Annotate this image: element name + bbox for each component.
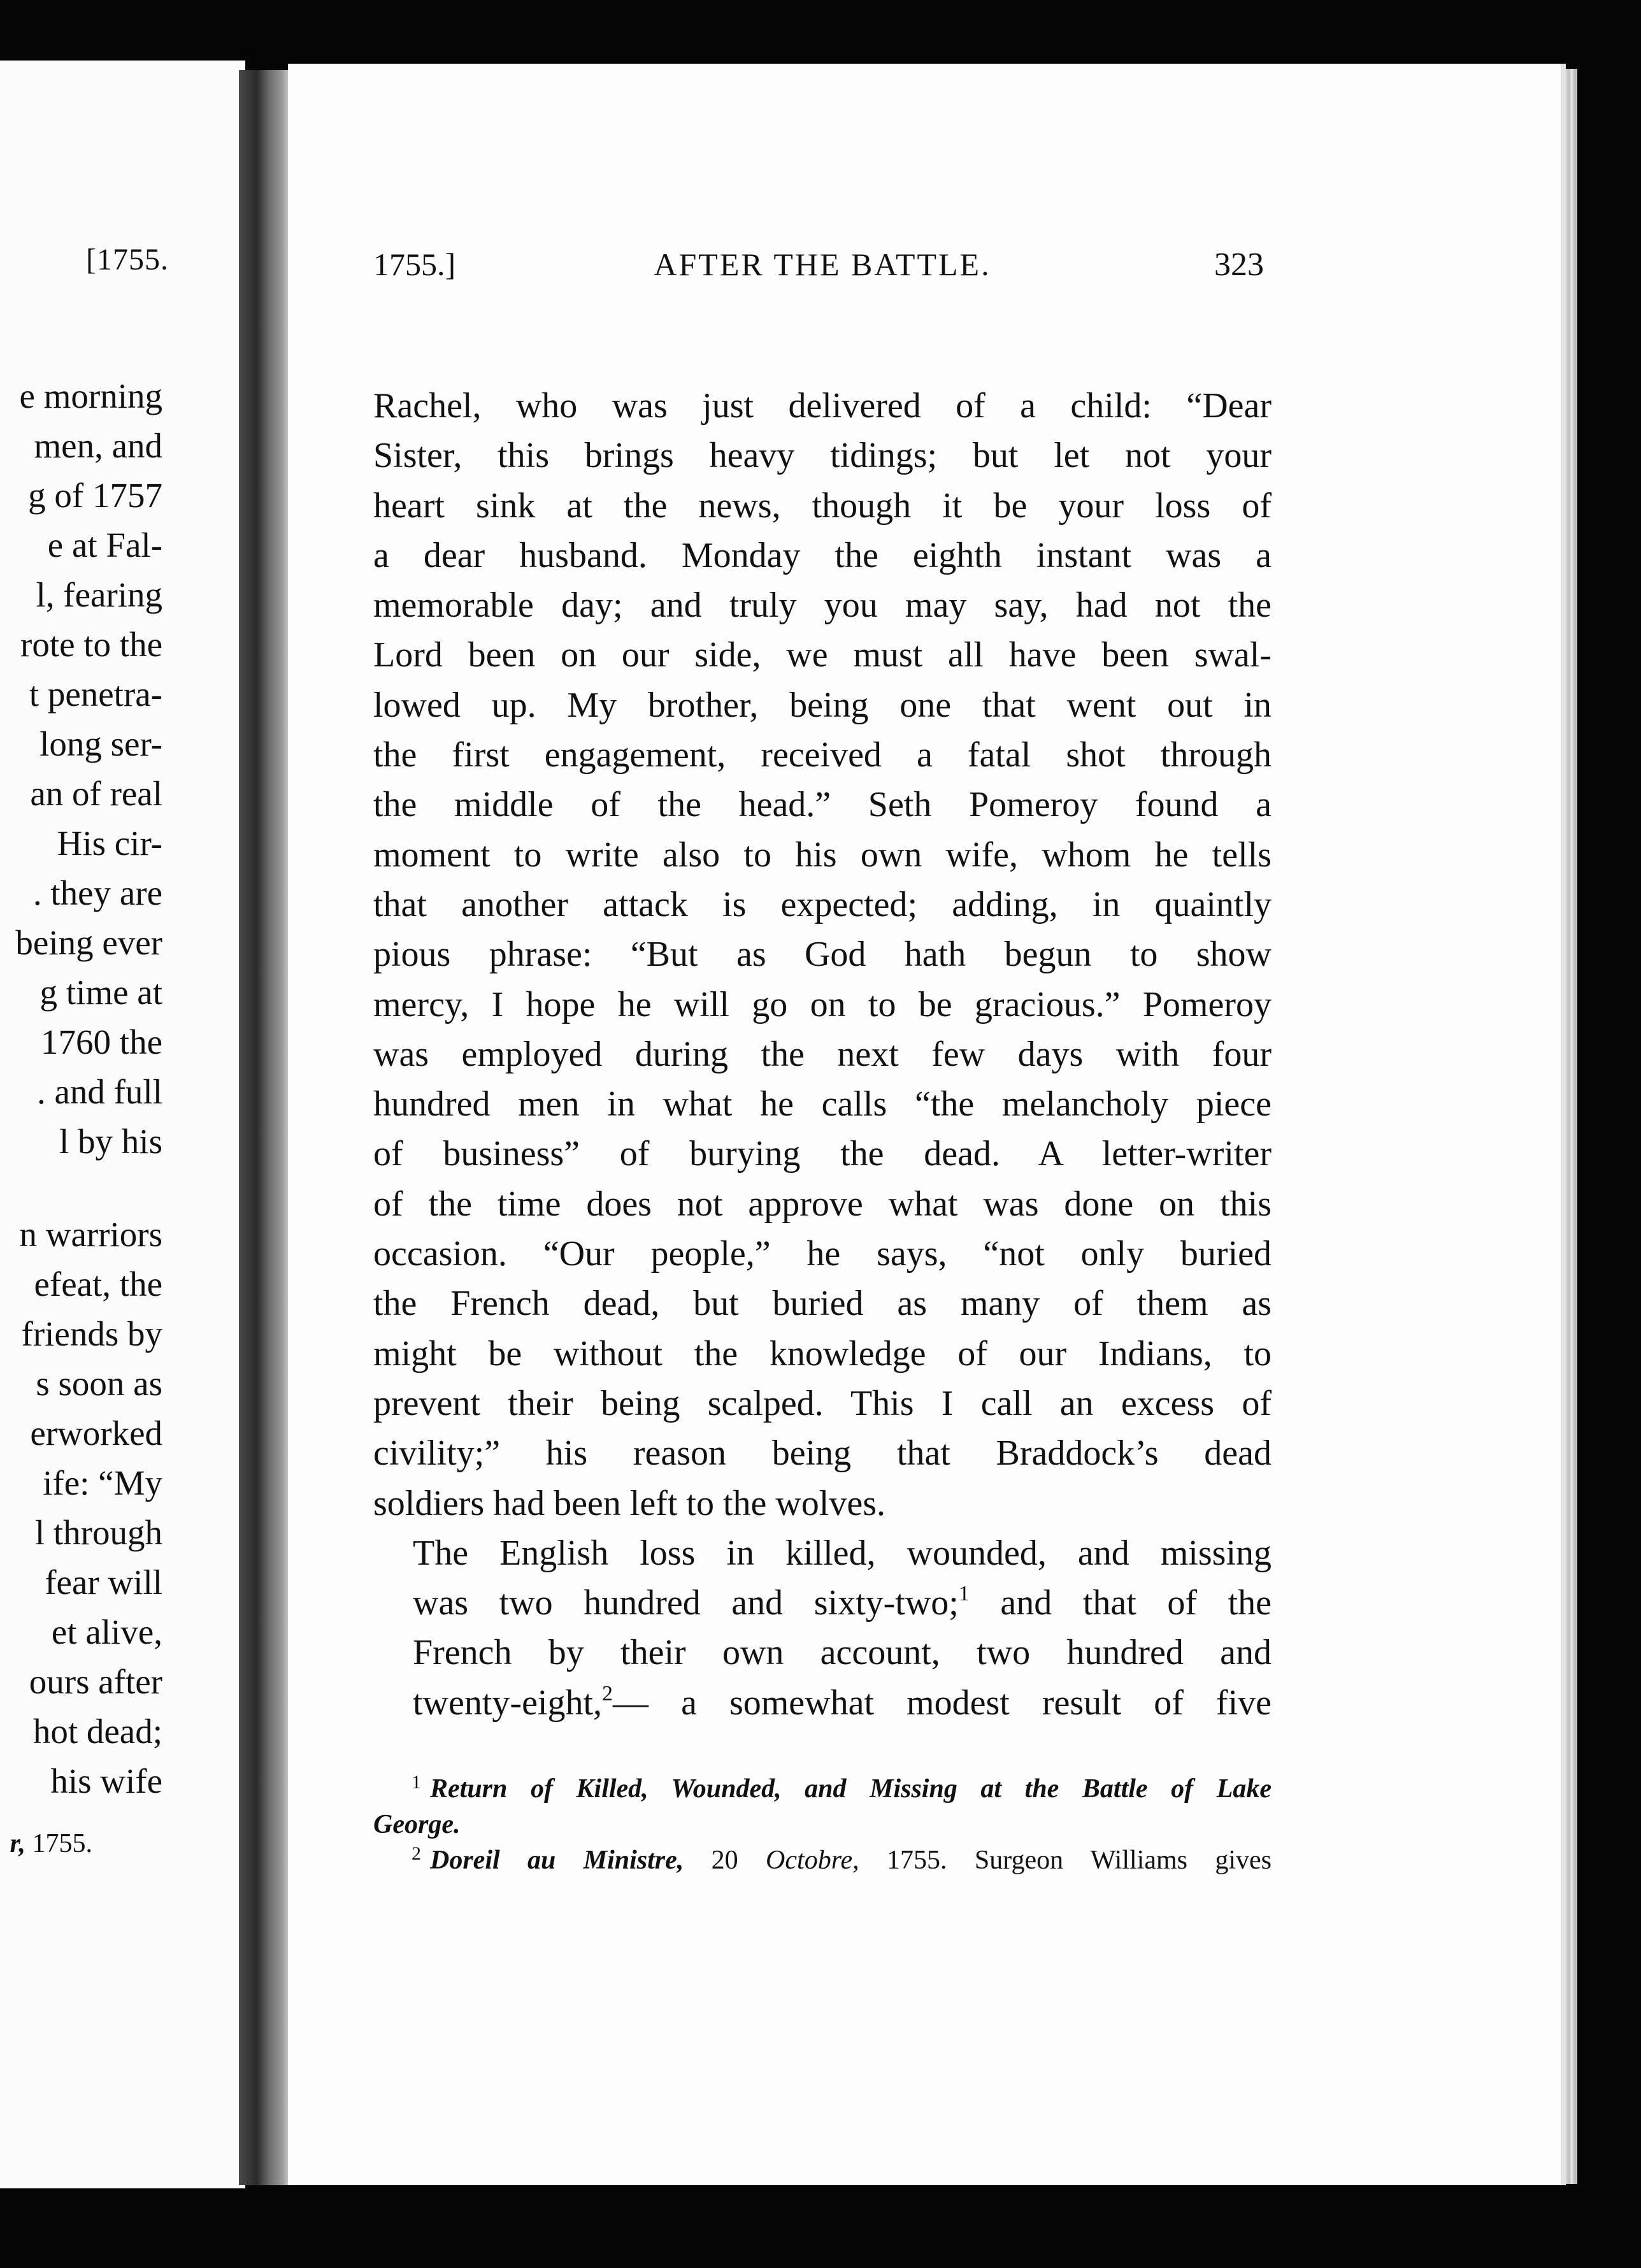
left-text-line: ife: “My xyxy=(43,1463,162,1502)
left-text-line: long ser- xyxy=(39,724,162,763)
left-footnote-italic: r, xyxy=(10,1829,25,1858)
left-footnote-year: 1755. xyxy=(32,1829,92,1858)
body-text xyxy=(373,381,1272,1728)
left-text-line: friends by xyxy=(21,1314,162,1353)
left-text-line: 1760 the xyxy=(41,1023,162,1061)
left-text-line: n warriors xyxy=(19,1215,162,1254)
left-text-line: erworked xyxy=(30,1414,162,1453)
text-line: pious phrase: “But as God hath begun to show xyxy=(373,935,1272,975)
running-head xyxy=(373,246,1558,291)
text-segment: was two hundred and sixty-two; xyxy=(413,1583,959,1623)
left-text-line: fear will xyxy=(45,1563,162,1602)
text-line: the French dead, but buried as many of them as xyxy=(373,1284,1272,1324)
left-text-line: l, fearing xyxy=(36,575,162,614)
text-line: civility;” his reason being that Braddock’s dead xyxy=(373,1433,1272,1474)
text-segment: and that of the xyxy=(1000,1583,1272,1623)
footnote-source-title: Return of Killed, Wounded, and Missing at the Battle of Lake xyxy=(430,1774,1272,1804)
text-line: soldiers had been left to the wolves. xyxy=(373,1483,886,1523)
footnote-marker-1: 1 xyxy=(958,1582,970,1606)
text-line: memorable day; and truly you may say, had not the xyxy=(373,585,1272,626)
footnotes xyxy=(373,1771,1272,1878)
text-line: heart sink at the news, though it be your loss of xyxy=(373,485,1272,526)
text-line: was employed during the next few days with four xyxy=(373,1034,1272,1074)
left-running-head: [1755. xyxy=(86,243,169,276)
text-line xyxy=(373,1678,1272,1728)
footnote-source-title-end: George. xyxy=(373,1810,461,1839)
text-line: might be without the knowledge of our Indians, to xyxy=(373,1333,1272,1374)
footnote-line xyxy=(373,1842,1272,1878)
footnote-number: 1 xyxy=(412,1772,421,1793)
left-text-line: ours after xyxy=(29,1662,162,1701)
paragraph-casualties xyxy=(373,1528,1272,1728)
text-line: mercy, I hope he will go on to be gracious.” Pomeroy xyxy=(373,984,1272,1024)
left-text-line: g of 1757 xyxy=(28,476,162,515)
left-text-line: . they are xyxy=(32,873,162,912)
text-line: Rachel, who was just delivered of a child: “Dear xyxy=(373,386,1272,426)
footnote-1 xyxy=(373,1771,1272,1842)
footnote-number: 2 xyxy=(412,1843,421,1864)
left-text-line: e at Fal- xyxy=(47,526,162,564)
text-line: hundred men in what he calls “the melancholy piece xyxy=(373,1084,1272,1124)
text-line: the first engagement, received a fatal shot through xyxy=(373,735,1272,775)
left-text-line: s soon as xyxy=(36,1364,162,1403)
book-gutter-shadow xyxy=(239,70,290,2185)
footnote-2 xyxy=(373,1842,1272,1878)
footnote-text: Surgeon Williams gives xyxy=(974,1846,1272,1875)
footnote-day: 20 xyxy=(711,1846,738,1875)
left-text-line: his wife xyxy=(50,1762,162,1800)
left-text-line: t penetra- xyxy=(29,675,162,714)
footnote-line xyxy=(373,1771,1272,1807)
left-page-text xyxy=(15,371,162,1806)
left-text-line: g time at xyxy=(39,973,162,1012)
page-number: 323 xyxy=(1214,247,1264,283)
text-line: of the time does not approve what was done on this xyxy=(373,1184,1272,1224)
left-facing-page xyxy=(0,61,245,2188)
left-page-footnote-fragment xyxy=(10,1828,92,1859)
text-line: a dear husband. Monday the eighth instant was a xyxy=(373,535,1272,575)
paragraph-gap xyxy=(15,1166,162,1210)
text-line xyxy=(373,1578,1272,1628)
left-text-line: . and full xyxy=(36,1072,162,1111)
left-text-line: men, and xyxy=(34,426,162,465)
left-text-line: hot dead; xyxy=(32,1712,162,1751)
book-page xyxy=(288,64,1566,2185)
text-line: French by their own account, two hundred and xyxy=(413,1633,1272,1673)
text-line: moment to write also to his own wife, whom he tells xyxy=(373,835,1272,875)
page-stack-edge xyxy=(1566,69,1577,2184)
left-text-line: e morning xyxy=(19,377,162,415)
text-segment: twenty-eight, xyxy=(413,1683,603,1723)
text-line: Lord been on our side, we must all have been swal- xyxy=(373,635,1272,675)
running-head-year: 1755.] xyxy=(373,247,456,282)
left-text-line: His cir- xyxy=(57,824,162,863)
paragraph-letter-excerpt xyxy=(373,381,1272,1528)
text-line: occasion. “Our people,” he says, “not only buried xyxy=(373,1234,1272,1274)
running-head-title: AFTER THE BATTLE. xyxy=(654,247,991,282)
text-line: the middle of the head.” Seth Pomeroy found a xyxy=(373,785,1272,825)
left-text-line: et alive, xyxy=(51,1612,162,1651)
left-text-line: efeat, the xyxy=(34,1265,162,1303)
text-line: lowed up. My brother, being one that went out in xyxy=(373,685,1272,725)
text-line: The English loss in killed, wounded, and missing xyxy=(413,1533,1272,1573)
left-text-line: l through xyxy=(34,1513,162,1552)
footnote-line xyxy=(373,1807,1272,1842)
footnote-marker-2: 2 xyxy=(602,1681,613,1705)
left-text-line: rote to the xyxy=(20,625,162,664)
left-text-line: l by his xyxy=(59,1122,162,1161)
footnote-year: 1755. xyxy=(887,1846,947,1875)
footnote-source-title: Doreil au Ministre, xyxy=(430,1846,684,1875)
footnote-month: Octobre, xyxy=(766,1846,859,1875)
text-line: of business” of burying the dead. A letter-writer xyxy=(373,1134,1272,1174)
left-text-line: being ever xyxy=(15,923,162,962)
text-line: prevent their being scalped. This I call an excess of xyxy=(373,1383,1272,1423)
text-line: that another attack is expected; adding, in quaintly xyxy=(373,884,1272,924)
left-text-line: an of real xyxy=(30,774,162,813)
text-line: Sister, this brings heavy tidings; but let not your xyxy=(373,436,1272,476)
text-segment: — a somewhat modest result of five xyxy=(613,1683,1272,1723)
